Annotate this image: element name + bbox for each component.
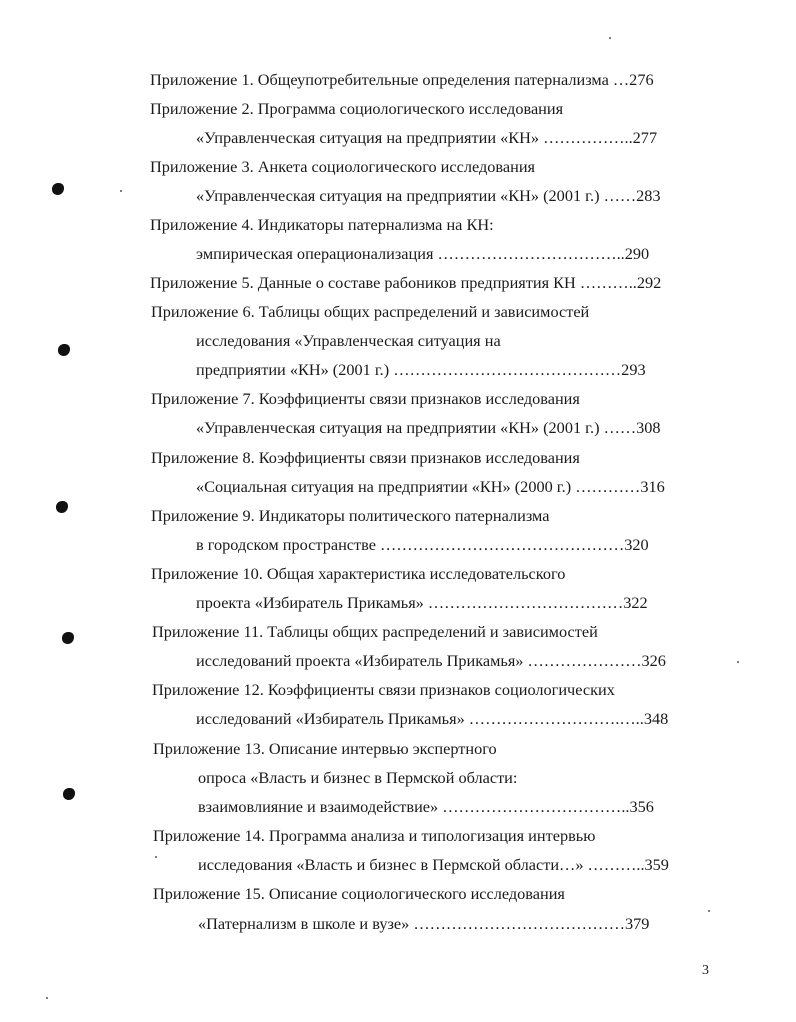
toc-entry-12: Приложение 12. Коэффициенты связи признаков социологических [152, 680, 615, 699]
scan-speck [708, 910, 710, 912]
punch-hole-1 [52, 183, 64, 195]
scan-speck [46, 997, 48, 999]
page-number: 3 [702, 963, 709, 978]
toc-entry-12-cont: исследований «Избиратель Прикамья» ……………………….…..348 [196, 709, 669, 728]
toc-entry-13-cont2: взаимовлияние и взаимодействие» ……………………………..356 [198, 797, 654, 816]
toc-entry-13-cont: опроса «Власть и бизнес в Пермской области: [198, 768, 518, 787]
scan-speck [609, 37, 611, 39]
toc-entry-7-cont: «Управленческая ситуация на предприятии «КН» (2001 г.) ……308 [196, 418, 661, 437]
toc-entry-14-cont: исследования «Власть и бизнес в Пермской области…» ………..359 [198, 855, 669, 874]
toc-entry-8: Приложение 8. Коэффициенты связи признаков исследования [151, 448, 580, 467]
toc-entry-5: Приложение 5. Данные о составе рабоников предприятия КН ………..292 [150, 273, 662, 292]
toc-entry-15: Приложение 15. Описание социологического исследования [153, 884, 565, 903]
toc-entry-3: Приложение 3. Анкета социологического исследования [150, 157, 536, 176]
toc-entry-8-cont: «Социальная ситуация на предприятии «КН» (2000 г.) …………316 [196, 477, 665, 496]
toc-entry-6: Приложение 6. Таблицы общих распределений и зависимостей [151, 302, 590, 321]
toc-entry-1: Приложение 1. Общеупотребительные определения патернализма …276 [150, 70, 654, 89]
punch-hole-2 [58, 344, 70, 356]
toc-entry-6-cont: исследования «Управленческая ситуация на [196, 331, 501, 350]
toc-entry-15-cont: «Патернализм в школе и вузе» …………………………………379 [198, 914, 650, 933]
toc-entry-2: Приложение 2. Программа социологического исследования [150, 99, 564, 118]
punch-hole-4 [62, 632, 74, 644]
toc-entry-2-cont: «Управленческая ситуация на предприятии «КН» ……………..277 [196, 128, 658, 147]
scan-speck [737, 661, 739, 663]
toc-entry-9: Приложение 9. Индикаторы политического патернализма [151, 506, 550, 525]
scan-speck [155, 856, 157, 858]
toc-entry-3-cont: «Управленческая ситуация на предприятии «КН» (2001 г.) ……283 [196, 186, 661, 205]
toc-entry-14: Приложение 14. Программа анализа и типологизация интервью [153, 826, 596, 845]
toc-entry-10-cont: проекта «Избиратель Прикамья» ………………………………322 [196, 593, 648, 612]
punch-hole-5 [63, 788, 75, 800]
toc-entry-10: Приложение 10. Общая характеристика исследовательского [151, 564, 566, 583]
toc-entry-11-cont: исследований проекта «Избиратель Прикамья» …………………326 [196, 651, 666, 670]
toc-entry-11: Приложение 11. Таблицы общих распределений и зависимостей [152, 622, 598, 641]
punch-hole-3 [56, 501, 68, 513]
toc-entry-4: Приложение 4. Индикаторы патернализма на КН: [150, 215, 494, 234]
toc-entry-9-cont: в городском пространстве ………………………………………320 [196, 535, 649, 554]
scan-speck [120, 190, 122, 192]
toc-entry-4-cont: эмпирическая операционализация ……………………………..290 [196, 244, 650, 263]
toc-entry-6-cont2: предприятии «КН» (2001 г.) ……………………………………293 [196, 360, 646, 379]
toc-entry-7: Приложение 7. Коэффициенты связи признаков исследования [151, 389, 580, 408]
toc-entry-13: Приложение 13. Описание интервью экспертного [153, 739, 497, 758]
